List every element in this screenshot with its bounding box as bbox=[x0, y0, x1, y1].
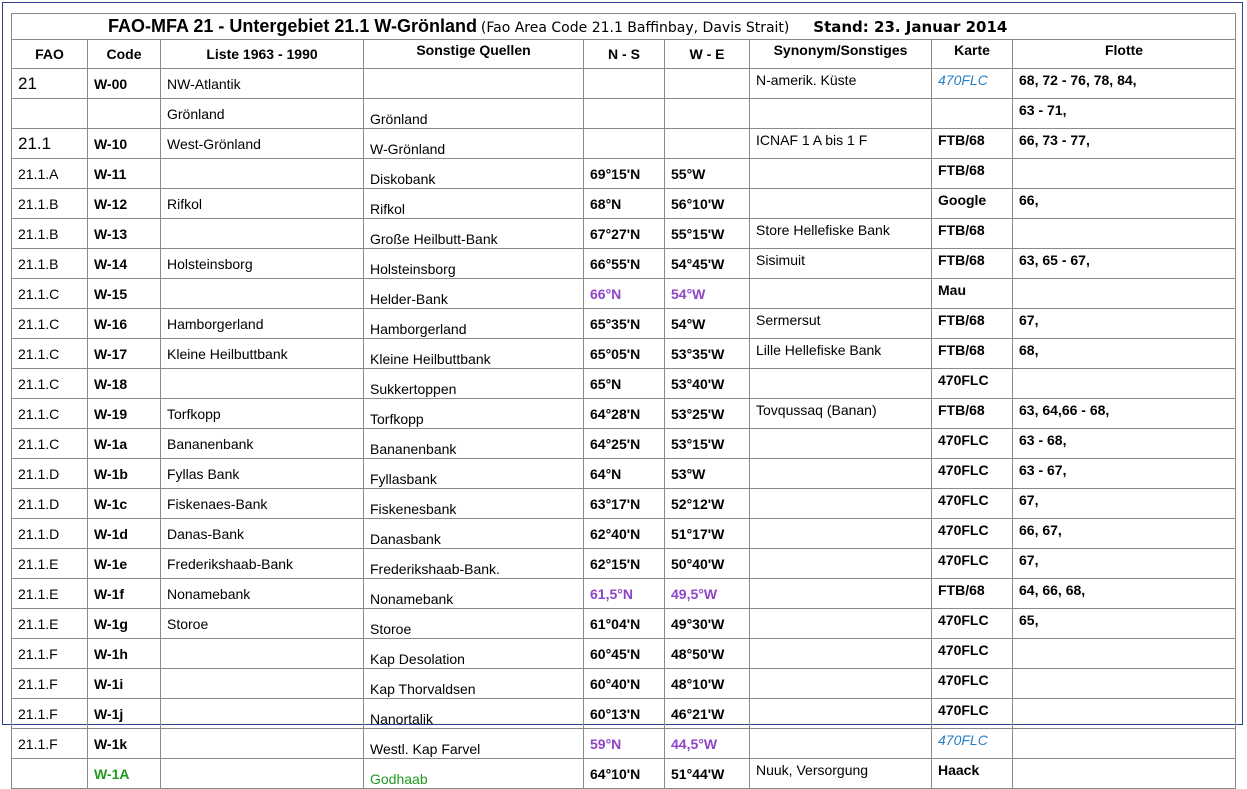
cell-liste: Danas-Bank bbox=[161, 519, 364, 549]
cell-fao: 21.1.E bbox=[12, 549, 88, 579]
cell-karte: 470FLC bbox=[932, 669, 1013, 699]
cell-ns: 64°N bbox=[584, 459, 665, 489]
cell-flotte bbox=[1013, 219, 1236, 249]
cell-flotte bbox=[1013, 669, 1236, 699]
cell-code bbox=[88, 99, 161, 129]
cell-code: W-15 bbox=[88, 279, 161, 309]
cell-code: W-1a bbox=[88, 429, 161, 459]
cell-synonym bbox=[750, 579, 932, 609]
cell-synonym bbox=[750, 159, 932, 189]
cell-synonym bbox=[750, 549, 932, 579]
cell-karte: FTB/68 bbox=[932, 309, 1013, 339]
cell-synonym: ICNAF 1 A bis 1 F bbox=[750, 129, 932, 159]
cell-karte: 470FLC bbox=[932, 489, 1013, 519]
cell-liste bbox=[161, 639, 364, 669]
cell-source: W-Grönland bbox=[364, 129, 584, 159]
cell-source: Danasbank bbox=[364, 519, 584, 549]
cell-flotte: 68, bbox=[1013, 339, 1236, 369]
cell-we: 53°15'W bbox=[665, 429, 750, 459]
cell-ns bbox=[584, 69, 665, 99]
cell-synonym: Nuuk, Versorgung bbox=[750, 759, 932, 789]
cell-ns: 65°N bbox=[584, 369, 665, 399]
cell-ns: 69°15'N bbox=[584, 159, 665, 189]
cell-source: Diskobank bbox=[364, 159, 584, 189]
cell-flotte bbox=[1013, 759, 1236, 789]
cell-liste bbox=[161, 669, 364, 699]
table-row bbox=[12, 279, 1236, 309]
cell-synonym bbox=[750, 99, 932, 129]
cell-we: 56°10'W bbox=[665, 189, 750, 219]
table-row bbox=[12, 99, 1236, 129]
cell-karte: 470FLC bbox=[932, 369, 1013, 399]
cell-synonym bbox=[750, 669, 932, 699]
cell-ns: 64°25'N bbox=[584, 429, 665, 459]
cell-ns: 65°05'N bbox=[584, 339, 665, 369]
cell-flotte: 66, bbox=[1013, 189, 1236, 219]
header-row bbox=[12, 40, 1236, 69]
cell-ns: 59°N bbox=[584, 729, 665, 759]
cell-source: Frederikshaab-Bank. bbox=[364, 549, 584, 579]
cell-flotte: 65, bbox=[1013, 609, 1236, 639]
cell-code: W-19 bbox=[88, 399, 161, 429]
cell-code: W-1k bbox=[88, 729, 161, 759]
table-row bbox=[12, 669, 1236, 699]
table-row bbox=[12, 519, 1236, 549]
cell-fao: 21.1.F bbox=[12, 729, 88, 759]
cell-ns: 64°28'N bbox=[584, 399, 665, 429]
cell-ns: 68°N bbox=[584, 189, 665, 219]
title-date: Stand: 23. Januar 2014 bbox=[813, 18, 1008, 36]
cell-synonym: Sisimuit bbox=[750, 249, 932, 279]
cell-ns: 60°40'N bbox=[584, 669, 665, 699]
cell-code: W-12 bbox=[88, 189, 161, 219]
cell-we: 52°12'W bbox=[665, 489, 750, 519]
header-sources: Sonstige Quellen bbox=[364, 40, 584, 69]
table-row bbox=[12, 219, 1236, 249]
cell-flotte bbox=[1013, 639, 1236, 669]
cell-karte: FTB/68 bbox=[932, 219, 1013, 249]
table-row bbox=[12, 189, 1236, 219]
cell-we: 48°10'W bbox=[665, 669, 750, 699]
cell-synonym bbox=[750, 699, 932, 729]
cell-karte: FTB/68 bbox=[932, 159, 1013, 189]
table-row bbox=[12, 489, 1236, 519]
cell-we: 46°21'W bbox=[665, 699, 750, 729]
cell-karte: 470FLC bbox=[932, 639, 1013, 669]
cell-karte: Haack bbox=[932, 759, 1013, 789]
cell-liste bbox=[161, 369, 364, 399]
cell-synonym bbox=[750, 639, 932, 669]
cell-ns: 66°N bbox=[584, 279, 665, 309]
cell-karte: FTB/68 bbox=[932, 129, 1013, 159]
cell-source bbox=[364, 69, 584, 99]
header-synonym: Synonym/Sonstiges bbox=[750, 40, 932, 69]
cell-synonym bbox=[750, 729, 932, 759]
cell-karte: 470FLC bbox=[932, 429, 1013, 459]
cell-karte: FTB/68 bbox=[932, 579, 1013, 609]
cell-fao: 21.1 bbox=[12, 129, 88, 159]
cell-source: Nonamebank bbox=[364, 579, 584, 609]
cell-liste: Bananenbank bbox=[161, 429, 364, 459]
cell-ns: 61,5°N bbox=[584, 579, 665, 609]
cell-code: W-1j bbox=[88, 699, 161, 729]
cell-we: 51°44'W bbox=[665, 759, 750, 789]
cell-source: Fiskenesbank bbox=[364, 489, 584, 519]
cell-synonym bbox=[750, 519, 932, 549]
cell-ns: 61°04'N bbox=[584, 609, 665, 639]
cell-we: 54°W bbox=[665, 279, 750, 309]
header-liste: Liste 1963 - 1990 bbox=[161, 40, 364, 69]
cell-we bbox=[665, 99, 750, 129]
cell-fao: 21.1.C bbox=[12, 429, 88, 459]
table-row bbox=[12, 459, 1236, 489]
table-row bbox=[12, 609, 1236, 639]
header-ns: N - S bbox=[584, 40, 665, 69]
cell-flotte: 63 - 67, bbox=[1013, 459, 1236, 489]
title-row bbox=[12, 14, 1236, 40]
cell-synonym bbox=[750, 429, 932, 459]
cell-ns: 65°35'N bbox=[584, 309, 665, 339]
cell-fao: 21.1.C bbox=[12, 369, 88, 399]
table-row bbox=[12, 699, 1236, 729]
cell-flotte: 63 - 68, bbox=[1013, 429, 1236, 459]
cell-fao bbox=[12, 759, 88, 789]
cell-source: Sukkertoppen bbox=[364, 369, 584, 399]
cell-we: 54°W bbox=[665, 309, 750, 339]
cell-we: 49,5°W bbox=[665, 579, 750, 609]
cell-code: W-1c bbox=[88, 489, 161, 519]
cell-fao bbox=[12, 99, 88, 129]
cell-we: 44,5°W bbox=[665, 729, 750, 759]
cell-fao: 21.1.B bbox=[12, 189, 88, 219]
cell-liste: Fyllas Bank bbox=[161, 459, 364, 489]
cell-synonym bbox=[750, 489, 932, 519]
cell-liste: Grönland bbox=[161, 99, 364, 129]
cell-flotte bbox=[1013, 159, 1236, 189]
cell-flotte: 68, 72 - 76, 78, 84, bbox=[1013, 69, 1236, 99]
cell-synonym: Lille Hellefiske Bank bbox=[750, 339, 932, 369]
cell-flotte bbox=[1013, 729, 1236, 759]
cell-ns: 60°45'N bbox=[584, 639, 665, 669]
cell-code: W-16 bbox=[88, 309, 161, 339]
cell-source: Holsteinsborg bbox=[364, 249, 584, 279]
cell-karte: 470FLC bbox=[932, 609, 1013, 639]
cell-we: 55°W bbox=[665, 159, 750, 189]
cell-fao: 21.1.F bbox=[12, 669, 88, 699]
cell-ns: 63°17'N bbox=[584, 489, 665, 519]
cell-flotte: 63 - 71, bbox=[1013, 99, 1236, 129]
cell-ns: 62°40'N bbox=[584, 519, 665, 549]
cell-liste bbox=[161, 699, 364, 729]
cell-fao: 21.1.F bbox=[12, 699, 88, 729]
table-row bbox=[12, 399, 1236, 429]
cell-source: Rifkol bbox=[364, 189, 584, 219]
cell-liste bbox=[161, 219, 364, 249]
cell-source: Kleine Heilbuttbank bbox=[364, 339, 584, 369]
cell-karte: FTB/68 bbox=[932, 399, 1013, 429]
cell-liste: Storoe bbox=[161, 609, 364, 639]
cell-liste bbox=[161, 159, 364, 189]
cell-source: Kap Thorvaldsen bbox=[364, 669, 584, 699]
cell-ns bbox=[584, 129, 665, 159]
cell-karte: 470FLC bbox=[932, 519, 1013, 549]
cell-fao: 21.1.D bbox=[12, 489, 88, 519]
cell-fao: 21.1.E bbox=[12, 609, 88, 639]
cell-we: 48°50'W bbox=[665, 639, 750, 669]
header-flotte: Flotte bbox=[1013, 40, 1236, 69]
cell-code: W-1g bbox=[88, 609, 161, 639]
cell-ns: 66°55'N bbox=[584, 249, 665, 279]
cell-flotte: 64, 66, 68, bbox=[1013, 579, 1236, 609]
cell-source: Hamborgerland bbox=[364, 309, 584, 339]
cell-liste bbox=[161, 729, 364, 759]
header-fao: FAO bbox=[12, 40, 88, 69]
cell-code: W-1e bbox=[88, 549, 161, 579]
cell-synonym bbox=[750, 369, 932, 399]
table-row bbox=[12, 579, 1236, 609]
fao-area-table bbox=[11, 13, 1236, 789]
cell-flotte: 66, 73 - 77, bbox=[1013, 129, 1236, 159]
cell-flotte: 67, bbox=[1013, 489, 1236, 519]
table-row bbox=[12, 429, 1236, 459]
cell-source: Bananenbank bbox=[364, 429, 584, 459]
cell-code: W-11 bbox=[88, 159, 161, 189]
cell-karte: 470FLC bbox=[932, 459, 1013, 489]
cell-flotte: 67, bbox=[1013, 309, 1236, 339]
cell-liste bbox=[161, 759, 364, 789]
cell-fao: 21.1.C bbox=[12, 279, 88, 309]
cell-liste: Rifkol bbox=[161, 189, 364, 219]
cell-code: W-17 bbox=[88, 339, 161, 369]
cell-synonym bbox=[750, 459, 932, 489]
table-row bbox=[12, 129, 1236, 159]
cell-karte: 470FLC bbox=[932, 69, 1013, 99]
cell-source: Godhaab bbox=[364, 759, 584, 789]
cell-code: W-00 bbox=[88, 69, 161, 99]
cell-we: 49°30'W bbox=[665, 609, 750, 639]
cell-karte: Google bbox=[932, 189, 1013, 219]
cell-liste: Nonamebank bbox=[161, 579, 364, 609]
table-row bbox=[12, 339, 1236, 369]
cell-code: W-1h bbox=[88, 639, 161, 669]
cell-fao: 21.1.D bbox=[12, 459, 88, 489]
cell-fao: 21.1.C bbox=[12, 309, 88, 339]
title-main: FAO-MFA 21 - Untergebiet 21.1 W-Grönland bbox=[108, 16, 478, 36]
cell-flotte: 63, 64,66 - 68, bbox=[1013, 399, 1236, 429]
cell-we: 53°25'W bbox=[665, 399, 750, 429]
cell-we: 55°15'W bbox=[665, 219, 750, 249]
cell-liste: West-Grönland bbox=[161, 129, 364, 159]
header-code: Code bbox=[88, 40, 161, 69]
cell-liste: Frederikshaab-Bank bbox=[161, 549, 364, 579]
table-row bbox=[12, 249, 1236, 279]
table-row bbox=[12, 639, 1236, 669]
cell-karte: 470FLC bbox=[932, 699, 1013, 729]
cell-ns bbox=[584, 99, 665, 129]
cell-code: W-1f bbox=[88, 579, 161, 609]
cell-synonym bbox=[750, 609, 932, 639]
cell-karte: FTB/68 bbox=[932, 249, 1013, 279]
cell-karte: 470FLC bbox=[932, 729, 1013, 759]
cell-fao: 21.1.C bbox=[12, 339, 88, 369]
cell-flotte: 63, 65 - 67, bbox=[1013, 249, 1236, 279]
cell-synonym: N-amerik. Küste bbox=[750, 69, 932, 99]
cell-ns: 60°13'N bbox=[584, 699, 665, 729]
cell-karte bbox=[932, 99, 1013, 129]
cell-code: W-1i bbox=[88, 669, 161, 699]
cell-source: Kap Desolation bbox=[364, 639, 584, 669]
cell-source: Westl. Kap Farvel bbox=[364, 729, 584, 759]
cell-source: Grönland bbox=[364, 99, 584, 129]
cell-we: 54°45'W bbox=[665, 249, 750, 279]
cell-source: Storoe bbox=[364, 609, 584, 639]
table-row bbox=[12, 69, 1236, 99]
cell-synonym bbox=[750, 189, 932, 219]
table-row bbox=[12, 759, 1236, 789]
cell-we: 50°40'W bbox=[665, 549, 750, 579]
table-row bbox=[12, 729, 1236, 759]
cell-code: W-1b bbox=[88, 459, 161, 489]
table-row bbox=[12, 369, 1236, 399]
cell-liste: Kleine Heilbuttbank bbox=[161, 339, 364, 369]
cell-ns: 67°27'N bbox=[584, 219, 665, 249]
cell-code: W-14 bbox=[88, 249, 161, 279]
cell-fao: 21.1.A bbox=[12, 159, 88, 189]
cell-source: Nanortalik bbox=[364, 699, 584, 729]
header-we: W - E bbox=[665, 40, 750, 69]
cell-liste: Fiskenaes-Bank bbox=[161, 489, 364, 519]
cell-karte: Mau bbox=[932, 279, 1013, 309]
cell-fao: 21.1.B bbox=[12, 249, 88, 279]
cell-code: W-1d bbox=[88, 519, 161, 549]
cell-synonym: Store Hellefiske Bank bbox=[750, 219, 932, 249]
cell-liste: Hamborgerland bbox=[161, 309, 364, 339]
cell-source: Fyllasbank bbox=[364, 459, 584, 489]
header-karte: Karte bbox=[932, 40, 1013, 69]
cell-source: Helder-Bank bbox=[364, 279, 584, 309]
cell-source: Große Heilbutt-Bank bbox=[364, 219, 584, 249]
cell-code: W-10 bbox=[88, 129, 161, 159]
cell-we bbox=[665, 69, 750, 99]
cell-ns: 64°10'N bbox=[584, 759, 665, 789]
cell-synonym bbox=[750, 279, 932, 309]
cell-liste: Holsteinsborg bbox=[161, 249, 364, 279]
cell-flotte bbox=[1013, 279, 1236, 309]
cell-we: 51°17'W bbox=[665, 519, 750, 549]
cell-fao: 21.1.E bbox=[12, 579, 88, 609]
cell-code: W-1A bbox=[88, 759, 161, 789]
cell-code: W-13 bbox=[88, 219, 161, 249]
cell-liste bbox=[161, 279, 364, 309]
table-row bbox=[12, 159, 1236, 189]
cell-fao: 21.1.D bbox=[12, 519, 88, 549]
title-sub: (Fao Area Code 21.1 Baffinbay, Davis Strait) bbox=[480, 20, 790, 36]
cell-fao: 21.1.C bbox=[12, 399, 88, 429]
cell-we: 53°40'W bbox=[665, 369, 750, 399]
cell-we: 53°W bbox=[665, 459, 750, 489]
cell-liste: NW-Atlantik bbox=[161, 69, 364, 99]
cell-fao: 21 bbox=[12, 69, 88, 99]
cell-synonym: Tovqussaq (Banan) bbox=[750, 399, 932, 429]
cell-synonym: Sermersut bbox=[750, 309, 932, 339]
cell-flotte bbox=[1013, 369, 1236, 399]
cell-we bbox=[665, 129, 750, 159]
cell-karte: FTB/68 bbox=[932, 339, 1013, 369]
table-row bbox=[12, 549, 1236, 579]
cell-flotte: 66, 67, bbox=[1013, 519, 1236, 549]
page-title bbox=[12, 14, 1236, 40]
cell-liste: Torfkopp bbox=[161, 399, 364, 429]
cell-flotte: 67, bbox=[1013, 549, 1236, 579]
cell-fao: 21.1.F bbox=[12, 639, 88, 669]
cell-source: Torfkopp bbox=[364, 399, 584, 429]
cell-code: W-18 bbox=[88, 369, 161, 399]
cell-ns: 62°15'N bbox=[584, 549, 665, 579]
cell-we: 53°35'W bbox=[665, 339, 750, 369]
cell-fao: 21.1.B bbox=[12, 219, 88, 249]
cell-flotte bbox=[1013, 699, 1236, 729]
cell-karte: 470FLC bbox=[932, 549, 1013, 579]
table-row bbox=[12, 309, 1236, 339]
